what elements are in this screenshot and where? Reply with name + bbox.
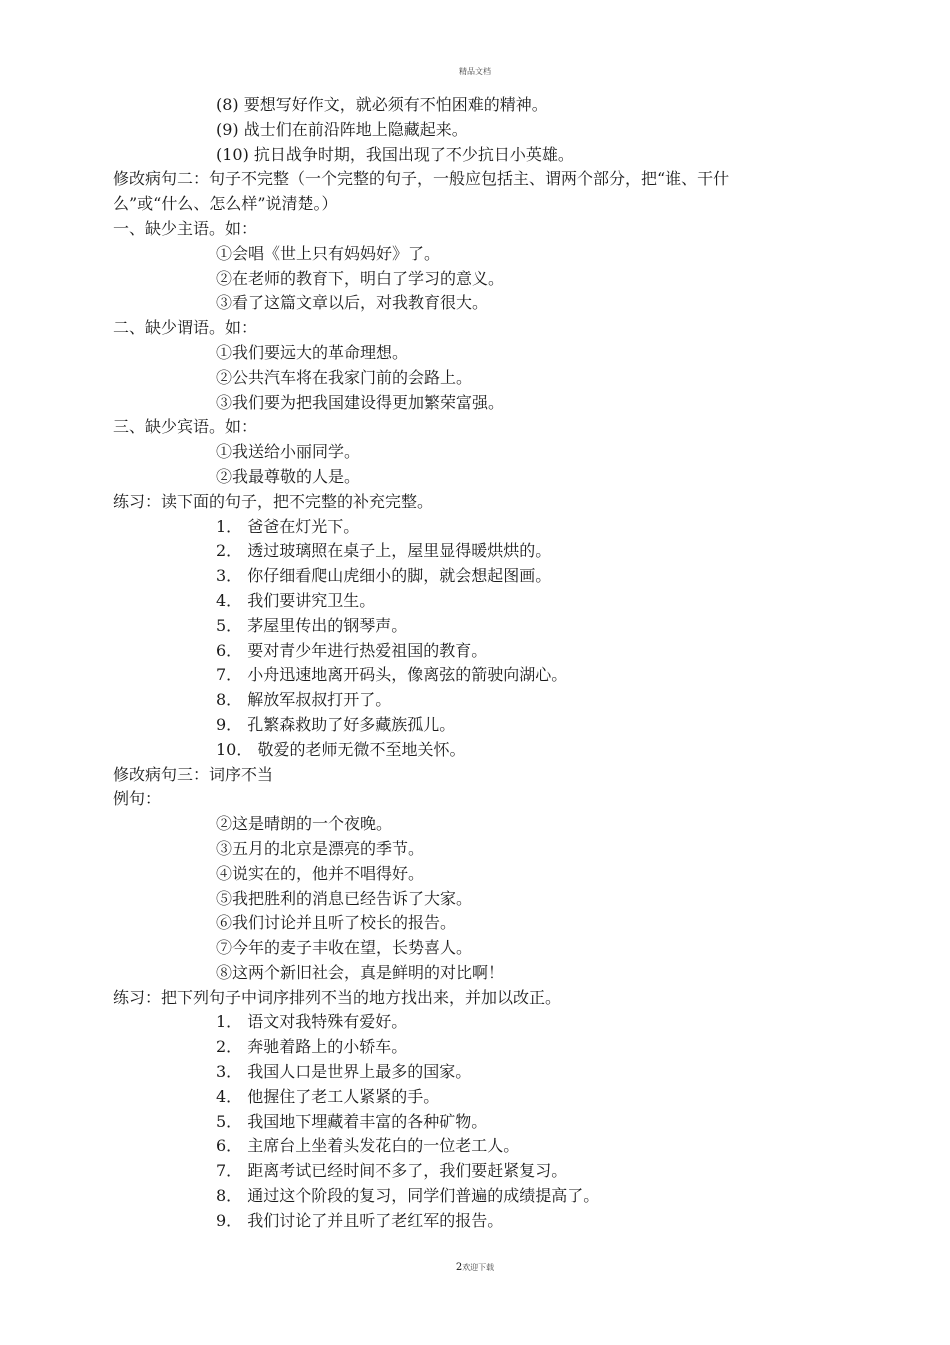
list-item: 7． 小舟迅速地离开码头，像离弦的箭驶向湖心。: [216, 665, 568, 685]
list-item: ②这是晴朗的一个夜晚。: [216, 814, 393, 834]
section-line: 二、缺少谓语。如：: [113, 318, 258, 338]
list-item: ②公共汽车将在我家门前的会路上。: [216, 367, 473, 387]
list-item: ⑥我们讨论并且听了校长的报告。: [216, 913, 457, 933]
list-item: 8． 通过这个阶段的复习，同学们普遍的成绩提高了。: [216, 1186, 600, 1206]
list-item: 6． 主席台上坐着头发花白的一位老工人。: [216, 1136, 520, 1156]
list-item: ⑤我把胜利的消息已经告诉了大家。: [216, 888, 473, 908]
list-item: ①会唱《世上只有妈妈好》了。: [216, 243, 441, 263]
page-number: 2: [455, 1262, 463, 1273]
list-item: ①我送给小丽同学。: [216, 442, 361, 462]
section-line: 一、缺少主语。如：: [113, 218, 258, 238]
section-line: 修改病句三：词序不当: [113, 764, 274, 784]
list-item: ④说实在的，他并不唱得好。: [216, 863, 425, 883]
list-item: 1． 爸爸在灯光下。: [216, 516, 360, 536]
section-line: 三、缺少宾语。如：: [113, 417, 258, 437]
list-item: 9． 我们讨论了并且听了老红军的报告。: [216, 1210, 504, 1230]
page-footer: [0, 1262, 950, 1273]
list-item: ②我最尊敬的人是。: [216, 466, 361, 486]
list-item: ⑧这两个新旧社会，真是鲜明的对比啊！: [216, 962, 505, 982]
list-item: 2． 奔驰着路上的小轿车。: [216, 1037, 408, 1057]
list-item: 5． 我国地下埋藏着丰富的各种矿物。: [216, 1111, 488, 1131]
list-item: (9) 战士们在前沿阵地上隐藏起来。: [216, 119, 468, 139]
list-item: 10． 敬爱的老师无微不至地关怀。: [216, 739, 466, 759]
page-header: 精品文档: [459, 67, 491, 76]
list-item: 7． 距离考试已经时间不多了，我们要赶紧复习。: [216, 1161, 568, 1181]
list-item: 8． 解放军叔叔打开了。: [216, 690, 392, 710]
list-item: ③我们要为把我国建设得更加繁荣富强。: [216, 392, 505, 412]
list-item: ①我们要远大的革命理想。: [216, 342, 409, 362]
list-item: 4． 他握住了老工人紧紧的手。: [216, 1086, 440, 1106]
list-item: (10) 抗日战争时期，我国出现了不少抗日小英雄。: [216, 144, 574, 164]
list-item: ③看了这篇文章以后，对我教育很大。: [216, 293, 489, 313]
list-item: (8) 要想写好作文，就必须有不怕困难的精神。: [216, 95, 548, 114]
section-line: 么”或“什么、怎么样”说清楚。）: [113, 194, 338, 214]
list-item: ②在老师的教育下，明白了学习的意义。: [216, 268, 505, 288]
list-item: 6． 要对青少年进行热爱祖国的教育。: [216, 640, 488, 660]
list-item: ③五月的北京是漂亮的季节。: [216, 838, 425, 858]
footer-text: 欢迎下载: [462, 1263, 495, 1272]
list-item: 4． 我们要讲究卫生。: [216, 590, 376, 610]
list-item: 9． 孔繁森救助了好多藏族孤儿。: [216, 714, 456, 734]
section-line: 修改病句二：句子不完整（一个完整的句子，一般应包括主、谓两个部分，把“谁、干什: [113, 169, 730, 189]
list-item: 1． 语文对我特殊有爱好。: [216, 1012, 408, 1032]
section-line: 例句：: [113, 789, 162, 809]
list-item: ⑦今年的麦子丰收在望，长势喜人。: [216, 938, 473, 958]
list-item: 5． 茅屋里传出的钢琴声。: [216, 615, 408, 635]
document-body: [113, 93, 833, 1234]
section-line: 练习：把下列句子中词序排列不当的地方找出来，并加以改正。: [113, 987, 562, 1007]
section-line: 练习：读下面的句子，把不完整的补充完整。: [113, 491, 434, 511]
list-item: 2． 透过玻璃照在桌子上，屋里显得暖烘烘的。: [216, 541, 552, 561]
list-item: 3． 我国人口是世界上最多的国家。: [216, 1062, 472, 1082]
list-item: 3． 你仔细看爬山虎细小的脚，就会想起图画。: [216, 566, 552, 586]
